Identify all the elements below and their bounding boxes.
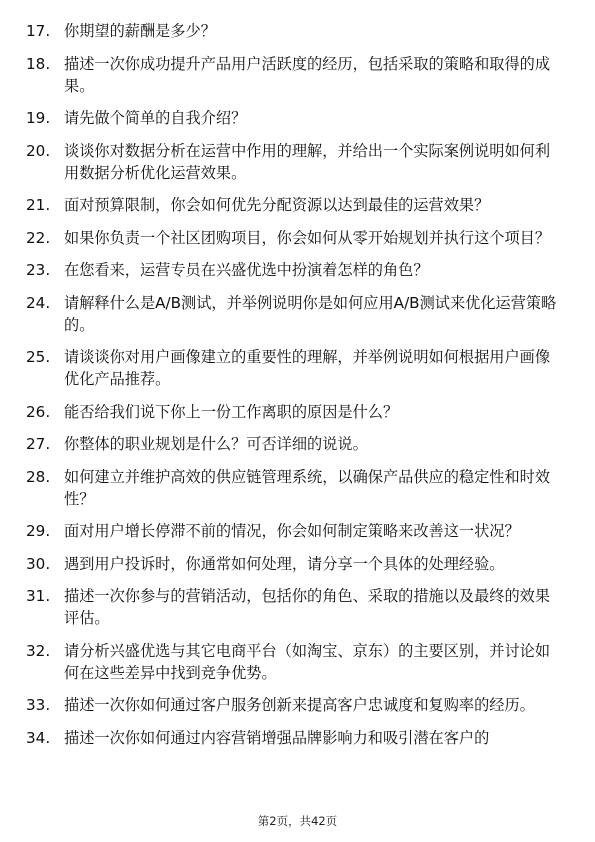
- question-text: 如何建立并维护高效的供应链管理系统，以确保产品供应的稳定性和时效性？: [64, 467, 550, 508]
- question-number: 29.: [26, 522, 51, 540]
- list-item: [26, 20, 564, 42]
- list-item: [26, 694, 564, 716]
- list-item: [26, 227, 564, 249]
- question-text: 你整体的职业规划是什么？可否详细的说说。: [64, 435, 368, 453]
- question-number: 28.: [26, 467, 51, 486]
- question-text: 请解释什么是A/B测试，并举例说明你是如何应用A/B测试来优化运营策略的。: [64, 293, 557, 334]
- question-text: 在您看来，运营专员在兴盛优选中扮演着怎样的角色？: [64, 261, 429, 279]
- list-item: [26, 466, 564, 510]
- question-text: 面对用户增长停滞不前的情况，你会如何制定策略来改善这一状况？: [64, 522, 520, 540]
- question-text: 描述一次你如何通过内容营销增强品牌影响力和吸引潜在客户的: [64, 728, 490, 747]
- list-item: [26, 640, 564, 684]
- list-item: [26, 401, 564, 423]
- list-item: [26, 292, 564, 336]
- question-number: 20.: [26, 141, 51, 160]
- list-item: [26, 433, 564, 455]
- question-text: 请谈谈你对用户画像建立的重要性的理解，并举例说明如何根据用户画像优化产品推荐。: [64, 348, 550, 388]
- question-text: 面对预算限制，你会如何优先分配资源以达到最佳的运营效果？: [64, 196, 490, 214]
- question-number: 34.: [26, 728, 51, 747]
- question-number: 33.: [26, 696, 51, 714]
- question-number: 24.: [26, 293, 51, 312]
- list-item: [26, 346, 564, 390]
- question-number: 22.: [26, 228, 51, 247]
- question-text: 描述一次你成功提升产品用户活跃度的经历，包括采取的策略和取得的成果。: [64, 54, 550, 95]
- list-item: [26, 140, 564, 184]
- question-number: 30.: [26, 554, 51, 573]
- question-number: 27.: [26, 435, 51, 453]
- question-number: 18.: [26, 54, 51, 73]
- list-item: [26, 259, 564, 281]
- question-number: 25.: [26, 348, 51, 366]
- list-item: [26, 520, 564, 542]
- list-item: [26, 107, 564, 129]
- question-text: 描述一次你如何通过客户服务创新来提高客户忠诚度和复购率的经历。: [64, 696, 535, 714]
- question-text: 请先做个简单的自我介绍？: [64, 109, 247, 127]
- list-item: [26, 585, 564, 629]
- question-number: 23.: [26, 261, 51, 279]
- question-number: 31.: [26, 587, 51, 605]
- question-text: 能否给我们说下你上一份工作离职的原因是什么？: [64, 402, 399, 421]
- list-item: [26, 727, 564, 749]
- question-number: 32.: [26, 641, 51, 660]
- question-number: 17.: [26, 22, 51, 40]
- question-text: 描述一次你参与的营销活动，包括你的角色、采取的措施以及最终的效果评估。: [64, 587, 550, 627]
- question-number: 19.: [26, 109, 51, 127]
- question-text: 你期望的薪酬是多少？: [64, 22, 216, 40]
- question-number: 26.: [26, 402, 51, 421]
- list-item: [26, 553, 564, 575]
- list-item: [26, 53, 564, 97]
- question-number: 21.: [26, 196, 51, 214]
- question-text: 请分析兴盛优选与其它电商平台（如淘宝、京东）的主要区别，并讨论如何在这些差异中找到竞争优势。: [64, 641, 550, 682]
- question-text: 谈谈你对数据分析在运营中作用的理解，并给出一个实际案例说明如何利用数据分析优化运营效果。: [64, 141, 550, 182]
- page-footer: 第2页，共42页: [257, 814, 338, 828]
- list-item: [26, 194, 564, 216]
- question-text: 如果你负责一个社区团购项目，你会如何从零开始规划并执行这个项目？: [64, 228, 550, 247]
- question-list: [26, 20, 564, 759]
- question-text: 遇到用户投诉时，你通常如何处理，请分享一个具体的处理经验。: [64, 554, 505, 573]
